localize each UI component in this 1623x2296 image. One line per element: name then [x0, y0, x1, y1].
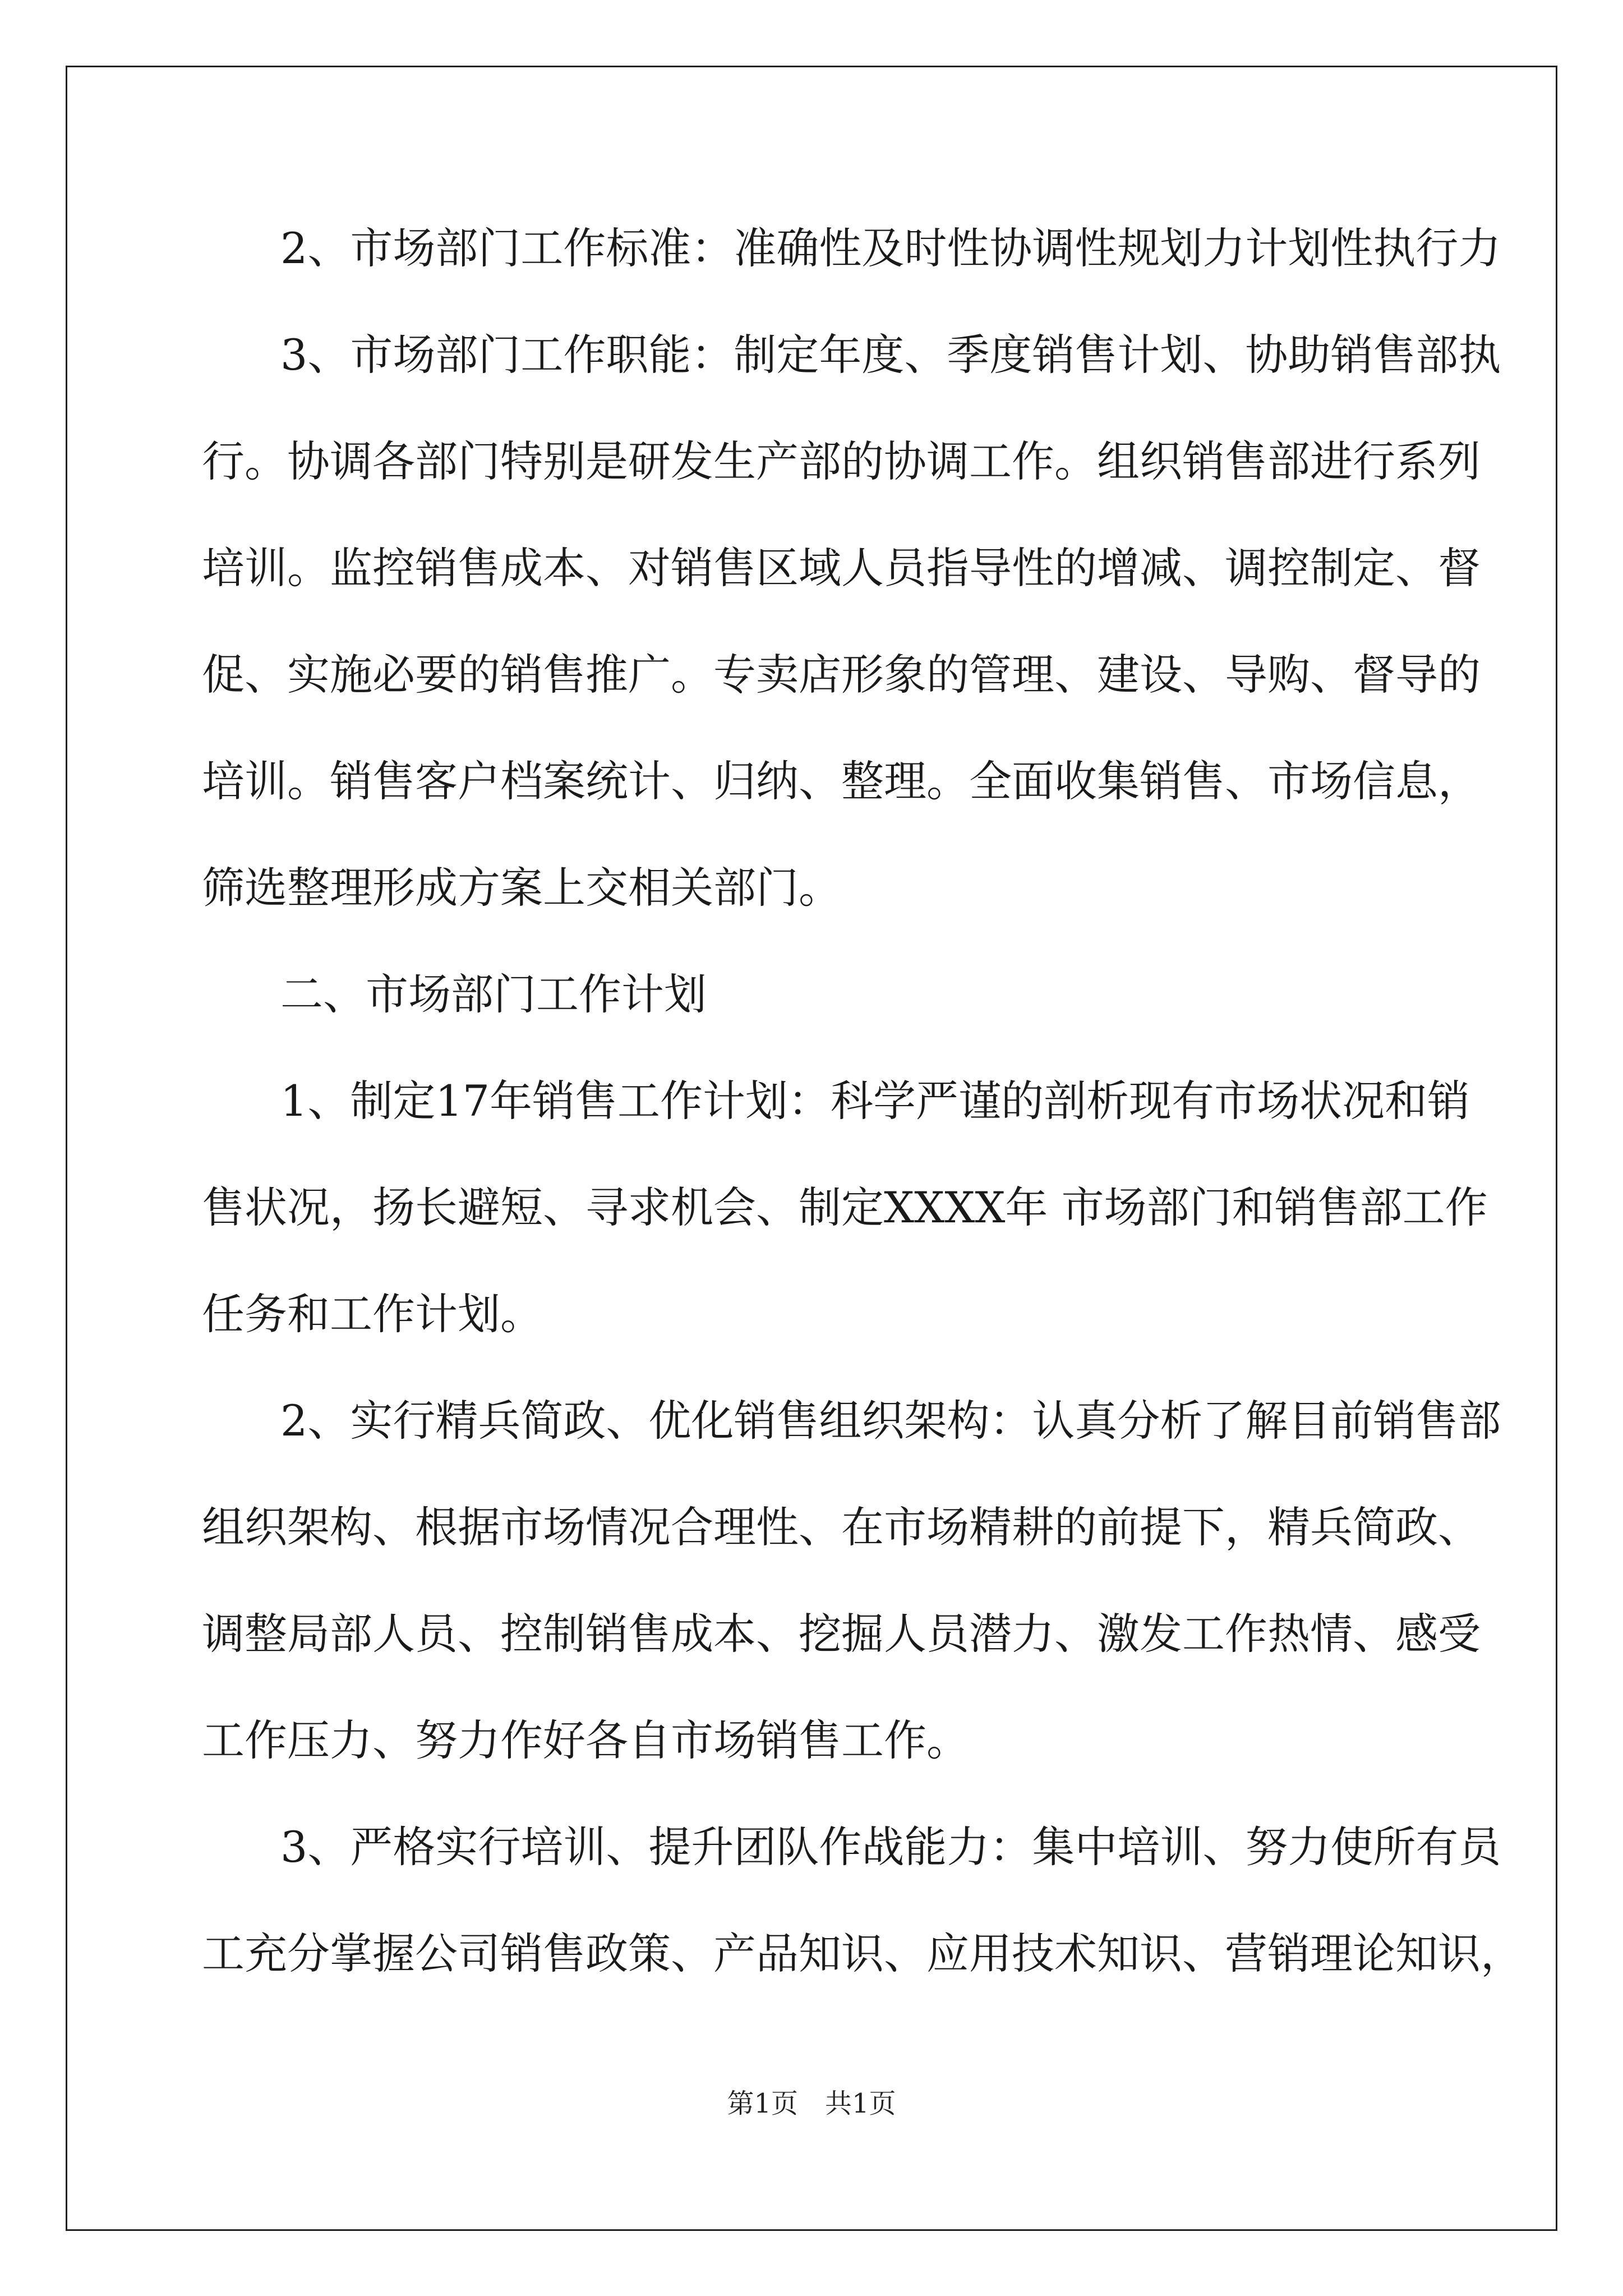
- section-heading: 二、市场部门工作计划: [280, 969, 707, 1019]
- paragraph-plan-2-line-2: 组织架构、根据市场情况合理性、在市场精耕的前提下，精兵简政、: [202, 1502, 1481, 1552]
- paragraph-plan-1-line-3: 任务和工作计划。: [202, 1289, 543, 1339]
- paragraph-functions-line-5: 培训。销售客户档案统计、归纳、整理。全面收集销售、市场信息，: [202, 756, 1481, 806]
- paragraph-plan-3-line-1: 3、严格实行培训、提升团队作战能力：集中培训、努力使所有员: [280, 1822, 1501, 1872]
- paragraph-plan-1-line-2: 售状况，扬长避短、寻求机会、制定XXXX年 市场部门和销售部工作: [202, 1182, 1488, 1232]
- paragraph-plan-3-line-2: 工充分掌握公司销售政策、产品知识、应用技术知识、营销理论知识，: [202, 1929, 1523, 1978]
- paragraph-standard: 2、市场部门工作标准：准确性及时性协调性规划力计划性执行力: [280, 223, 1501, 273]
- paragraph-plan-2-line-4: 工作压力、努力作好各自市场销售工作。: [202, 1715, 969, 1765]
- paragraph-plan-2-line-1: 2、实行精兵简政、优化销售组织架构：认真分析了解目前销售部: [280, 1396, 1501, 1446]
- paragraph-plan-2-line-3: 调整局部人员、控制销售成本、挖掘人员潜力、激发工作热情、感受: [202, 1609, 1481, 1659]
- page-border: [66, 66, 1557, 2231]
- paragraph-functions-line-4: 促、实施必要的销售推广。专卖店形象的管理、建设、导购、督导的: [202, 650, 1481, 700]
- paragraph-functions-line-1: 3、市场部门工作职能：制定年度、季度销售计划、协助销售部执: [280, 330, 1501, 380]
- paragraph-plan-1-line-1: 1、制定17年销售工作计划：科学严谨的剖析现有市场状况和销: [280, 1076, 1470, 1126]
- paragraph-functions-line-2: 行。协调各部门特别是研发生产部的协调工作。组织销售部进行系列: [202, 436, 1481, 486]
- paragraph-functions-line-6: 筛选整理形成方案上交相关部门。: [202, 863, 841, 913]
- paragraph-functions-line-3: 培训。监控销售成本、对销售区域人员指导性的增减、调控制定、督: [202, 543, 1481, 593]
- page-footer: 第1页 共1页: [727, 2088, 896, 2119]
